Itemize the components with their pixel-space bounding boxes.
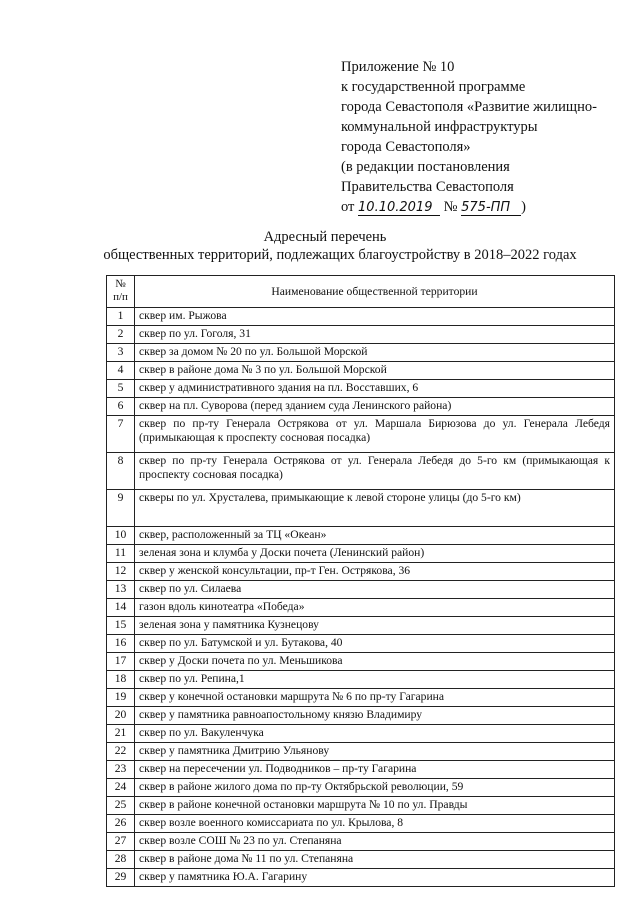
appendix-line: города Севастополя» [341,139,471,155]
row-number: 25 [107,797,135,815]
row-number: 28 [107,851,135,869]
row-number: 15 [107,617,135,635]
table-row [107,362,615,380]
table-row [107,815,615,833]
appendix-line: коммунальной инфраструктуры [341,119,538,135]
table-row [107,563,615,581]
row-number: 23 [107,761,135,779]
number-header-line1: № [115,278,126,290]
table-row [107,635,615,653]
appendix-line: города Севастополя «Развитие жилищно- [341,99,597,115]
close-paren: ) [521,199,526,215]
row-number: 2 [107,326,135,344]
row-number: 29 [107,869,135,887]
table-row [107,653,615,671]
territory-name: сквер у конечной остановки маршрута № 6 по пр-ту Гагарина [135,689,615,707]
table-row [107,453,615,490]
table-row [107,380,615,398]
handwritten-date: 10.10.2019 [358,201,440,216]
table-row [107,617,615,635]
row-number: 7 [107,416,135,453]
territory-name: сквер в районе жилого дома по пр-ту Октябрьской революции, 59 [135,779,615,797]
handwritten-number: 575-ПП [461,201,521,216]
territory-name: сквер на пл. Суворова (перед зданием суда Ленинского района) [135,398,615,416]
territory-name: сквер у памятника Дмитрию Ульянову [135,743,615,761]
table-row [107,581,615,599]
territory-name: сквер по ул. Вакуленчука [135,725,615,743]
row-number: 5 [107,380,135,398]
row-number: 11 [107,545,135,563]
ot-label: от [341,199,355,215]
table-row [107,725,615,743]
row-number: 1 [107,308,135,326]
table-row [107,671,615,689]
row-number: 18 [107,671,135,689]
table-row [107,490,615,527]
territory-name: сквер возле СОШ № 23 по ул. Степаняна [135,833,615,851]
territory-name: сквер возле военного комиссариата по ул. Крылова, 8 [135,815,615,833]
row-number: 12 [107,563,135,581]
territory-name: газон вдоль кинотеатра «Победа» [135,599,615,617]
territory-name: сквер у Доски почета по ул. Меньшикова [135,653,615,671]
appendix-header [341,57,631,217]
territories-table [106,275,615,887]
territory-name: сквер у женской консультации, пр-т Ген. Острякова, 36 [135,563,615,581]
row-number: 27 [107,833,135,851]
row-number: 16 [107,635,135,653]
row-number: 8 [107,453,135,490]
row-number: 20 [107,707,135,725]
territory-name: сквер у памятника Ю.А. Гагарину [135,869,615,887]
row-number: 6 [107,398,135,416]
appendix-line: Правительства Севастополя [341,179,514,195]
appendix-line: (в редакции постановления [341,159,510,175]
appendix-line: к государственной программе [341,79,526,95]
table-row [107,707,615,725]
row-number: 13 [107,581,135,599]
row-number: 17 [107,653,135,671]
document-title: Адресный перечень [263,229,387,245]
table-header-row [107,276,615,308]
territory-name: сквер в районе дома № 3 по ул. Большой Морской [135,362,615,380]
document-subtitle: общественных территорий, подлежащих благоустройству в 2018–2022 годах [103,247,577,263]
table-row [107,779,615,797]
table-row [107,527,615,545]
table-row [107,326,615,344]
appendix-line: Приложение № 10 [341,59,455,75]
row-number: 10 [107,527,135,545]
territory-name: скверы по ул. Хрусталева, примыкающие к левой стороне улицы (до 5-го км) [135,490,615,527]
territory-name: сквер по пр-ту Генерала Острякова от ул. Маршала Бирюзова до ул. Генерала Лебедя (примыкающая к проспекту сосновая посадка) [135,416,615,453]
territory-name: зеленая зона и клумба у Доски почета (Ленинский район) [135,545,615,563]
territory-name: сквер им. Рыжова [135,308,615,326]
territory-name: сквер по пр-ту Генерала Острякова от ул. Генерала Лебедя до 5-го км (примыкающая к проспекту сосновая посадка) [135,453,615,490]
row-number: 26 [107,815,135,833]
territory-name: сквер по ул. Батумской и ул. Бутакова, 40 [135,635,615,653]
row-number: 4 [107,362,135,380]
table-row [107,689,615,707]
table-row [107,797,615,815]
table-row [107,743,615,761]
territory-name: сквер по ул. Репина,1 [135,671,615,689]
table-row [107,308,615,326]
table-row [107,869,615,887]
table-row [107,833,615,851]
table-row [107,545,615,563]
territory-name: сквер по ул. Силаева [135,581,615,599]
row-number: 9 [107,490,135,527]
row-number: 22 [107,743,135,761]
row-number: 3 [107,344,135,362]
territory-name: зеленая зона у памятника Кузнецову [135,617,615,635]
table-row [107,761,615,779]
territory-name: сквер у административного здания на пл. Восставших, 6 [135,380,615,398]
row-number: 14 [107,599,135,617]
territory-name: сквер на пересечении ул. Подводников – пр-ту Гагарина [135,761,615,779]
number-prefix: № [443,199,458,215]
table-row [107,851,615,869]
territory-name: сквер за домом № 20 по ул. Большой Морской [135,344,615,362]
territory-name: сквер у памятника равноапостольному князю Владимиру [135,707,615,725]
table-row [107,599,615,617]
row-number: 19 [107,689,135,707]
number-header-line2: п/п [113,291,128,303]
appendix-date-line [341,197,631,217]
name-column-header: Наименование общественной территории [135,276,615,308]
territory-name: сквер в районе дома № 11 по ул. Степаняна [135,851,615,869]
territory-name: сквер в районе конечной остановки маршрута № 10 по ул. Правды [135,797,615,815]
table-row [107,398,615,416]
row-number: 24 [107,779,135,797]
table-row [107,344,615,362]
row-number: 21 [107,725,135,743]
number-column-header [107,276,135,308]
territory-name: сквер, расположенный за ТЦ «Океан» [135,527,615,545]
territory-name: сквер по ул. Гоголя, 31 [135,326,615,344]
table-row [107,416,615,453]
